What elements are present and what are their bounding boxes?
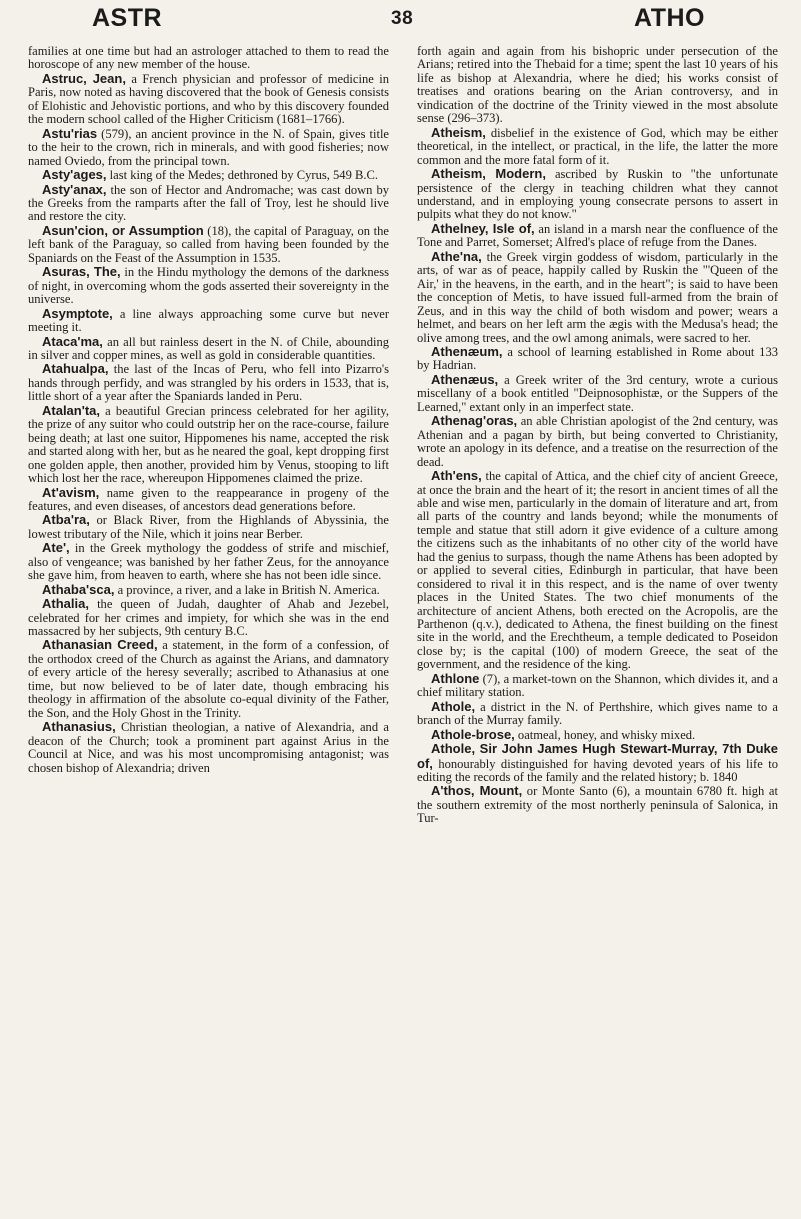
entry-text: a school of learning established in Rome about 133 by Hadrian. [417,344,778,373]
dictionary-entry [417,469,778,672]
entry-text: honourably distinguished for having devoted years of his life to editing the records of the family and the related history; b. 1840 [417,756,778,785]
dictionary-entry [28,541,389,582]
entry-headword: Asty'anax, [42,181,107,197]
entry-text: the son of Hector and Andromache; was cast down by the Greeks from the ramparts after the fall of Troy, lest he should live and restore the city. [28,182,389,224]
entry-headword: Athenag'oras, [431,413,518,429]
dictionary-entry [28,224,389,265]
dictionary-entry [417,672,778,700]
entry-text: an able Christian apologist of the 2nd century, was Athenian and a pagan by birth, but being converted to Christianity, wrote an apology in its defence, and a treatise on the resurrection of the dead. [417,414,778,469]
entry-text: the last of the Incas of Peru, who fell into Pizarro's hands through perfidy, and was strangled by his orders in 1533, that is, little short of a year after the Spaniards landed in Peru. [28,362,389,404]
left-column [28,44,389,1219]
entry-headword: Ath'ens, [431,468,482,484]
entry-text: or Black River, from the Highlands of Abyssinia, the lowest tributary of the Nile, which it joins near Berber. [28,513,389,541]
dictionary-entry [28,362,389,403]
dictionary-entry [28,638,389,720]
entry-text: (7), a market-town on the Shannon, which divides it, and a chief military station. [417,671,778,700]
entry-headword: Athe'na, [431,248,482,264]
entry-headword: Atheism, Modern, [431,166,546,182]
entry-text: a district in the N. of Perthshire, which gives name to a branch of the Murray family. [417,699,778,728]
entry-text: an all but rainless desert in the N. of Chile, abounding in silver and copper mines, as well as gold in considerable quantities. [28,334,389,362]
entry-text: a province, a river, and a lake in British N. America. [114,582,380,597]
entry-text: Christian theologian, a native of Alexandria, and a deacon of the Church; took a prominent part against Arius in the Council at Nice, and was his most uncompromising antagonist; was chosen bishop of Alexandria; driven [28,720,389,775]
entry-headword: A'thos, Mount, [431,783,523,799]
entry-text: in the Hindu mythology the demons of the darkness of night, in overcoming whom the gods asserted their sovereignty in the universe. [28,265,389,307]
dictionary-entry [28,486,389,514]
dictionary-entry [417,345,778,373]
entry-headword: Athaba'sca, [42,581,115,597]
entry-text: (18), the capital of Paraguay, on the left bank of the Paraguay, so called from having been founded by the Spaniards on the Feast of the Assumption in 1535. [28,223,389,265]
columns [28,44,779,1219]
entry-text: a French physician and professor of medicine in Paris, now noted as having discovered that the book of Genesis consists of Elohistic and Jehovistic portions, and who by this discovery founded the modern school called of the Higher Criticism (1681–1766). [28,71,389,127]
dictionary-entry [417,222,778,250]
entry-headword: Asun'cion, or Assumption [42,222,204,238]
dictionary-entry [417,700,778,728]
dictionary-entry [417,373,778,414]
entry-text: an island in a marsh near the confluence of the Tone and Parret, Somerset; Alfred's place of refuge from the Danes. [417,221,779,250]
entry-headword: Atheism, [431,124,486,140]
entry-headword: Athenæus, [431,371,499,387]
entry-text: last king of the Medes; dethroned by Cyrus, 549 B.C. [106,168,378,183]
dictionary-entry [28,307,389,335]
dictionary-entry [28,183,389,224]
dictionary-entry [28,583,389,597]
dictionary-entry [417,414,778,469]
entry-text: ascribed by Ruskin to "the unfortunate persistence of the clergy in teaching children what they cannot understand, and in employing young consecrate persons to assert in pulpits what they do not know." [417,167,778,222]
right-column [417,44,778,1219]
dictionary-entry [28,513,389,541]
dictionary-entry [417,742,778,784]
entry-headword: Asty'ages, [42,167,107,183]
entry-headword: Athole-brose, [431,726,515,742]
entry-headword: Ataca'ma, [42,333,103,349]
entry-text: the queen of Judah, daughter of Ahab and Jezebel, celebrated for her crimes and impiety, for which she was in the end massacred by her subjects, 9th century B.C. [28,597,389,639]
entry-headword: Atba'ra, [42,512,90,528]
dictionary-entry [417,126,778,167]
entry-headword: Athalia, [42,596,89,612]
entry-headword: Athole, [431,698,476,714]
entry-headword: Ate', [42,540,70,556]
entry-headword: Asymptote, [42,305,113,321]
dictionary-entry [28,597,389,638]
dictionary-entry [417,728,778,742]
running-header [0,4,801,44]
entry-headword: Athanasian Creed, [42,637,158,653]
entry-text: name given to the reappearance in progeny of the features, and even diseases, of ancestors dead generations before. [28,485,389,513]
entry-headword: Atalan'ta, [42,402,100,418]
entry-headword: Athlone [431,670,480,686]
dictionary-entry [28,720,389,775]
entry-text: a beautiful Grecian princess celebrated for her agility, the prize of any suitor who could outstrip her on the race-course, failure being death; at last one suitor, Hippomenes his name, accepted the risk and started along with her, but as he neared the goal, kept dropping first one golden apple, then another, provided him by Venus, stooping to lift which lost her the race, whereupon Hippomenes claimed the prize. [28,403,389,486]
entry-headword: Athole, Sir John James Hugh Stewart-Murray, 7th Duke of, [417,741,778,771]
entry-headword: Asuras, The, [42,264,121,280]
entry-text: a statement, in the form of a confession, of the orthodox creed of the Church as against the Arians, and damnatory of every article of the heresy severally; ascribed to Athanasius at one time, but now believed to be of later date, though embracing his theology in affirmation of the absolute co-equal divinity of the Father, the Son, and the Holy Ghost in the Trinity. [28,638,389,720]
entry-headword: At'avism, [42,484,100,500]
entry-text: disbelief in the existence of God, which may be either theoretical, in the intellect, or practical, in the life, the latter the more common and the more fatal form of it. [417,125,778,167]
entry-text: in the Greek mythology the goddess of strife and mischief, also of vengeance; was banished by her father Zeus, for the annoyance she gave him, from heaven to earth, where she has not been idle since. [28,541,389,583]
dictionary-entry [28,72,389,127]
entry-headword: Athenæum, [431,343,503,359]
entry-text: (579), an ancient province in the N. of Spain, gives title to the heir to the crown, rich in minerals, and with good fisheries; now named Oviedo, from the principal town. [28,126,389,168]
dictionary-entry [417,250,778,345]
dictionary-entry [28,127,389,168]
entry-text: families at one time but had an astrologer attached to them to read the horoscope of any new member of the house. [28,44,389,72]
entry-text: the Greek virgin goddess of wisdom, particularly in the arts, of war as of peace, happily called by Ruskin the "'Queen of the Air,' in the heavens, in the earth, and in the heart"; is said to have been the conception of Metis, to have issued full-armed from the brain of Zeus, and in this way the child of both wisdom and power; wears a helmet, and bears on her left arm the ægis with the Medusa's head; the olive among trees, and the owl among animals, were sacred to her. [417,249,778,345]
entry-headword: Astruc, Jean, [42,70,126,86]
dictionary-entry [28,404,389,486]
entry-text: a Greek writer of the 3rd century, wrote a curious miscellany of a book entitled "Deipnosophistæ, or the Suppers of the Learned," extant only in an imperfect state. [417,372,778,414]
entry-headword: Athanasius, [42,719,116,735]
dictionary-entry [417,44,778,126]
dictionary-entry [28,168,389,182]
entry-text: the capital of Attica, and the chief city of ancient Greece, at once the brain and the heart of it; the resort in ancient times of all the able and wise men, particularly in the domain of literature and art, from all parts of the country and lands beyond; while the monuments of temple and statue that still adorn it give evidence of a culture among the citizens such as the inhabitants of no other city of the world have had the genius to surpass, though the name Athens has been adopted by or applied to several cities, Edinburgh in particular, that have been considered to rival it in this respect, and is the name of over twenty places in the United States. The two chief monuments of the architecture of ancient Athens, both erected on the Acropolis, are the Parthenon (q.v.), dedicated to Athena, the finest building on the finest site in the world, and the Erechtheum, a temple dedicated to Poseidon close by; is the capital (100) of modern Greece, the seat of the government, and the residence of the king. [417,469,778,672]
dictionary-entry [28,265,389,306]
header-right-guideword: ATHO [634,4,705,32]
entry-headword: Athelney, Isle of, [431,220,535,236]
entry-text: or Monte Santo (6), a mountain 6780 ft. high at the southern extremity of the most northerly peninsula of Salonica, in Tur- [417,784,778,826]
entry-text: a line always approaching some curve but never meeting it. [28,306,389,335]
dictionary-entry [28,44,389,72]
entry-text: oatmeal, honey, and whisky mixed. [514,727,696,742]
entry-headword: Atahualpa, [42,361,109,377]
dictionary-entry [28,335,389,363]
dictionary-entry [417,784,778,825]
entry-text: forth again and again from his bishopric under persecution of the Arians; retired into the Thebaid for a time; spent the last 10 years of his life as bishop at Alexandria, where he died; his works consist of treatises and orations bearing on the Arian controversy, and in vindication of the doctrine of the Trinity viewed in the most absolute sense (296–373). [417,44,778,126]
dictionary-entry [417,167,778,222]
header-left-guideword: ASTR [92,4,163,32]
entry-headword: Astu'rias [42,125,98,141]
page-number: 38 [391,8,414,29]
